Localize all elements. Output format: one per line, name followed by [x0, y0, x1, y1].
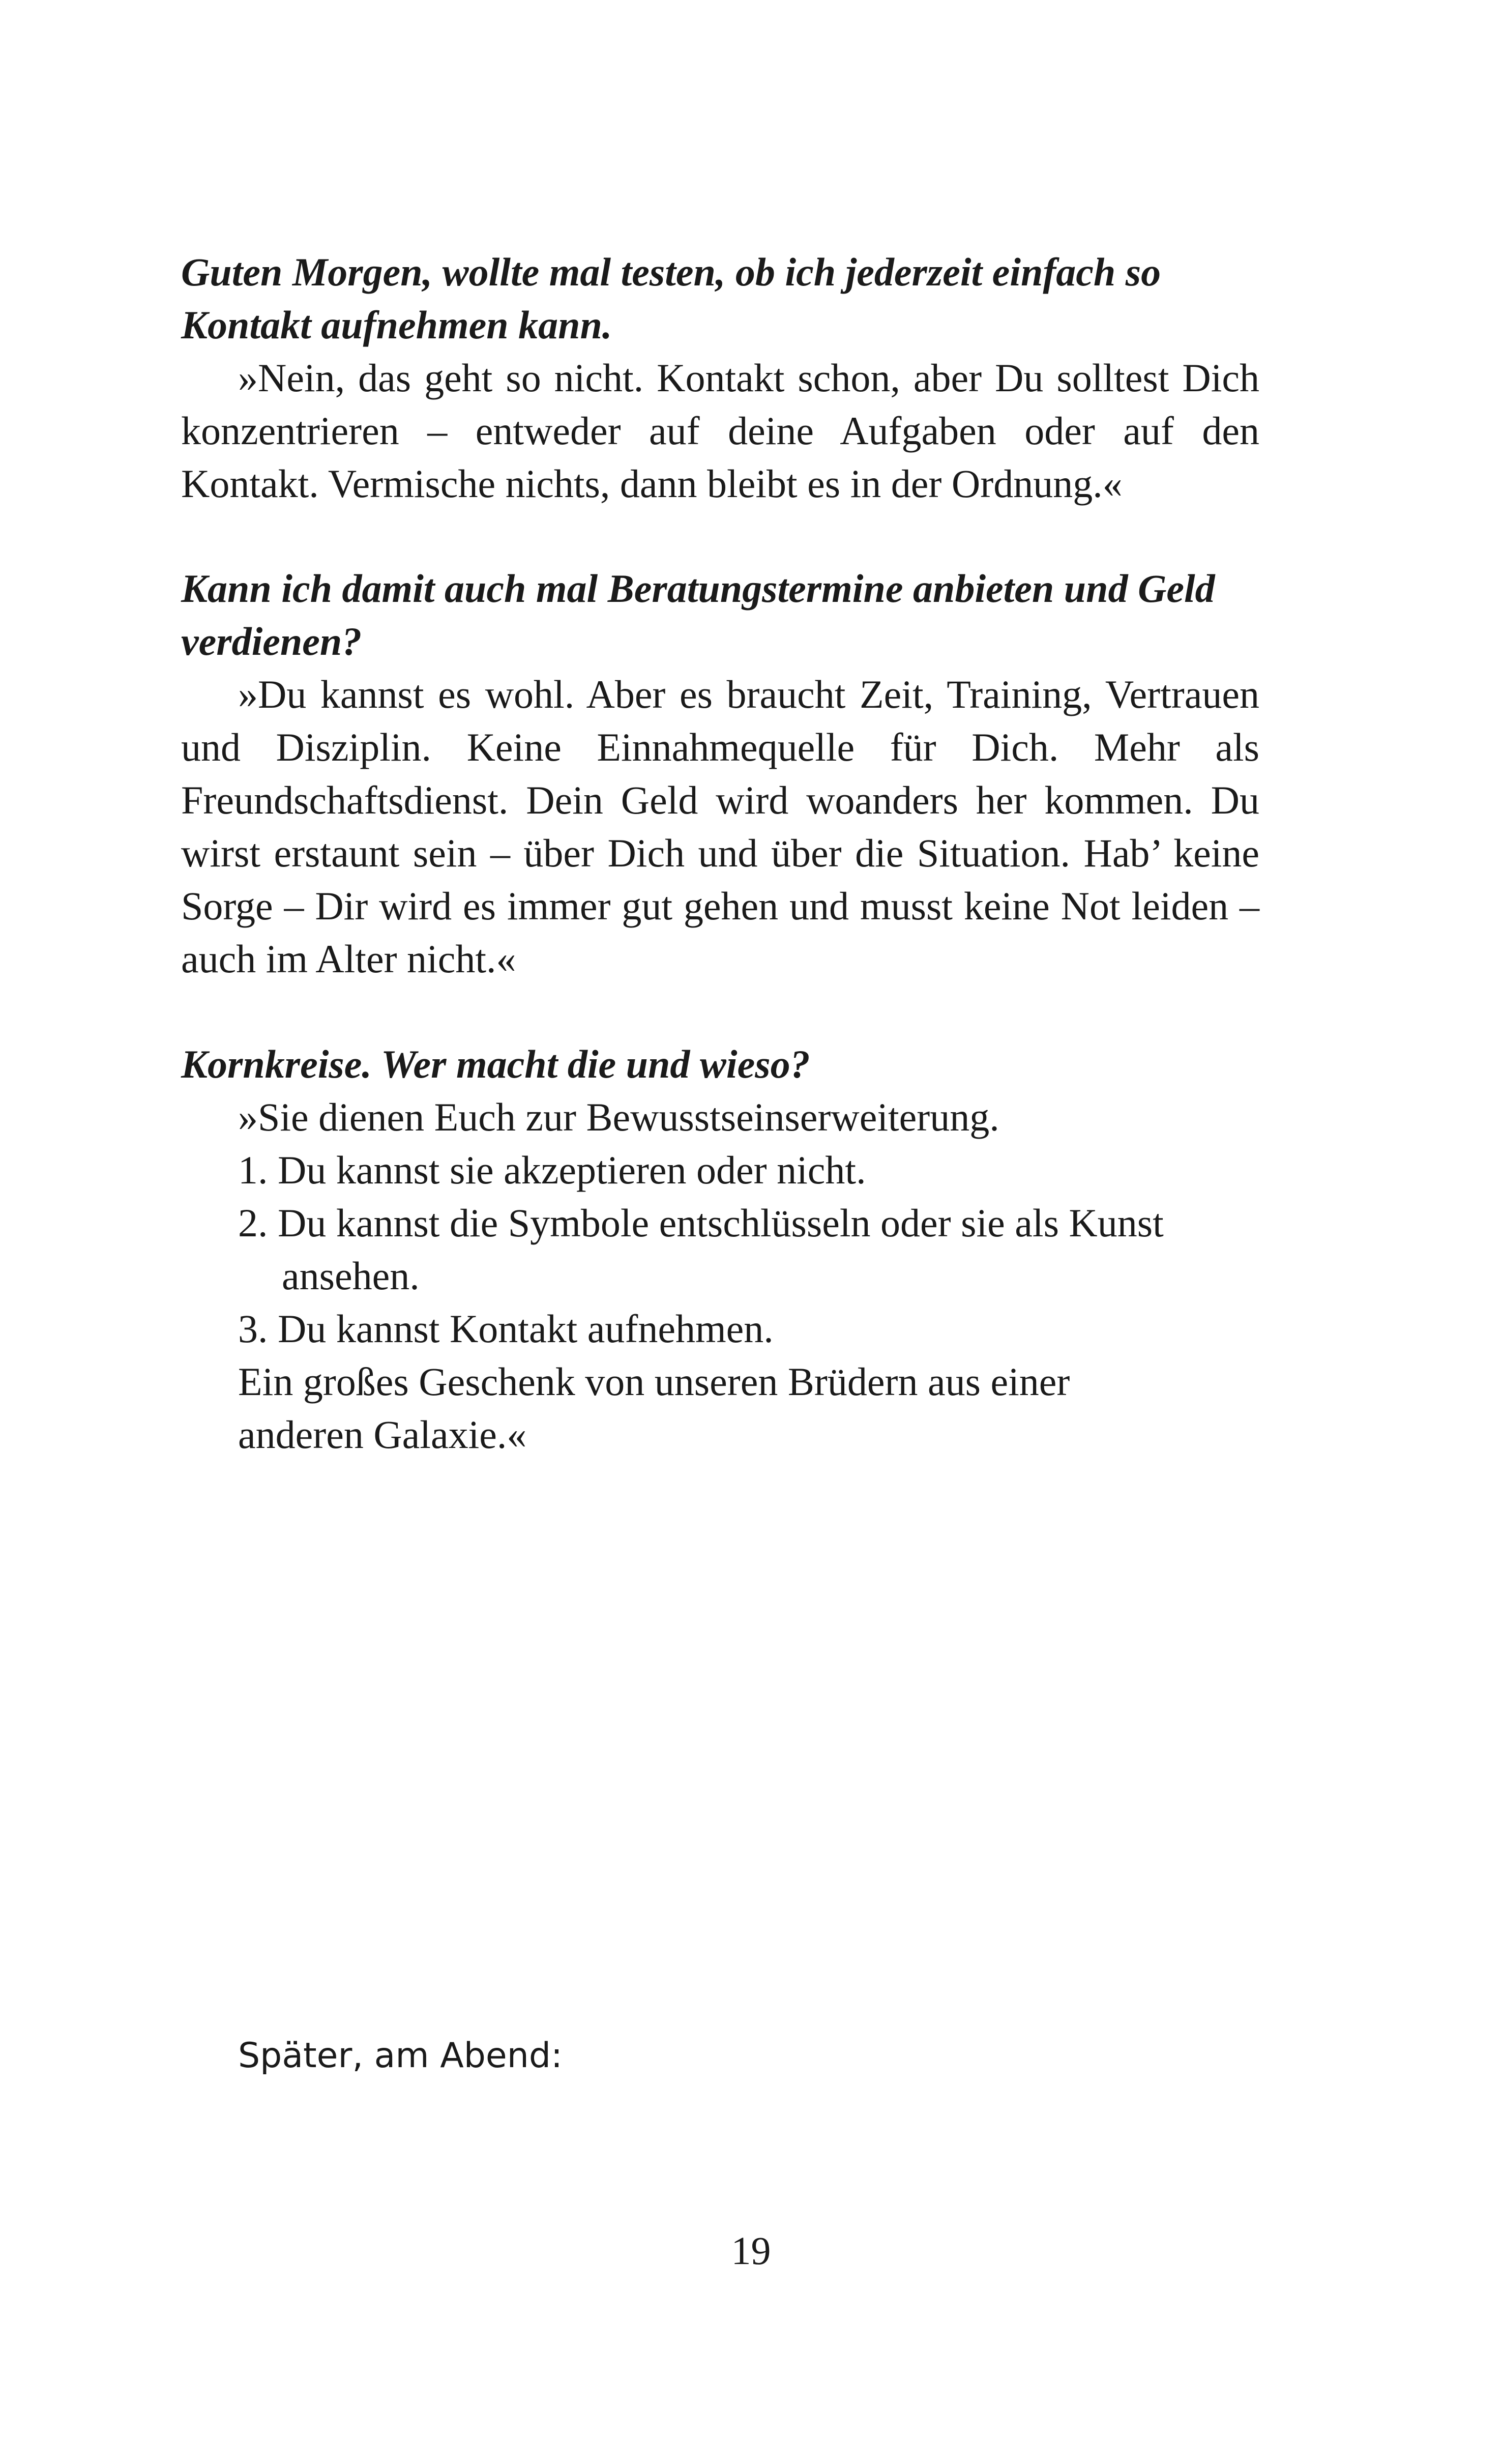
list-item-2: 2. Du kannst die Symbole entschlüsseln oder sie als Kunst ansehen.: [238, 1201, 1164, 1298]
answer-3-closing: Ein großes Geschenk von unseren Brüdern aus einer anderen Galaxie.«: [238, 1359, 1070, 1457]
footer-note: Später, am Abend:: [238, 2036, 563, 2076]
answer-3-intro: »Sie dienen Euch zur Bewusstseinserweiterung.: [238, 1095, 999, 1139]
page-number: 19: [731, 2228, 771, 2273]
answer-1: »Nein, das geht so nicht. Kontakt schon, aber Du solltest Dich konzentrieren – entweder auf deine Aufgaben oder auf den Kontakt. Vermische nichts, dann bleibt es in der Ordnung.«: [181, 356, 1259, 506]
question-1: Guten Morgen, wollte mal testen, ob ich jederzeit einfach so Kontakt aufnehmen kann.: [181, 250, 1161, 347]
question-3: Kornkreise. Wer macht die und wieso?: [181, 1042, 810, 1086]
list-item-3: 3. Du kannst Kontakt aufnehmen.: [238, 1307, 774, 1351]
answer-2: »Du kannst es wohl. Aber es braucht Zeit, Training, Vertrauen und Disziplin. Keine Einnahmequelle für Dich. Mehr als Freundschaftsdienst. Dein Geld wird woanders her kommen. Du wirst erstaunt sein – über Dich und über die Situation. Hab’ keine Sorge – Dir wird es immer gut gehen und musst keine Not leiden – auch im Alter nicht.«: [181, 672, 1259, 981]
question-2: Kann ich damit auch mal Beratungstermine anbieten und Geld verdienen?: [181, 566, 1215, 663]
list-item-1: 1. Du kannst sie akzeptieren oder nicht.: [238, 1148, 866, 1192]
